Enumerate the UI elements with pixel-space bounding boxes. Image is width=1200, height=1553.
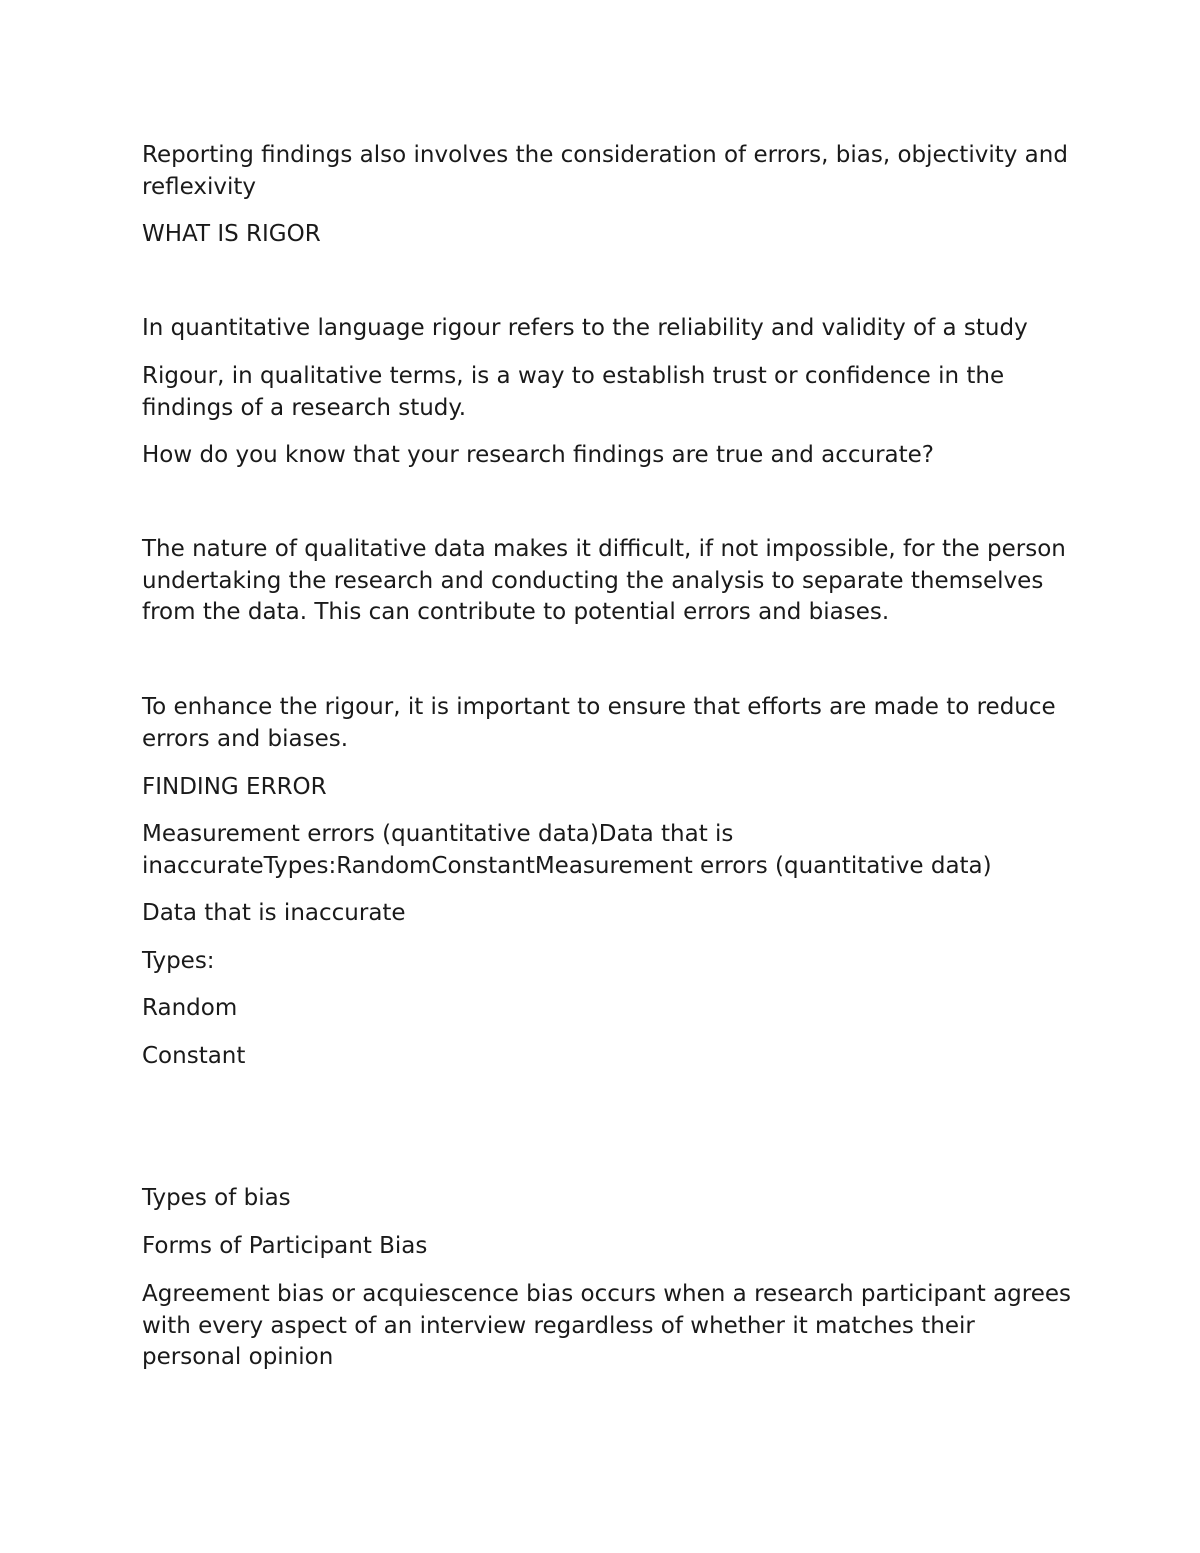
paragraph-how-do-you-know: How do you know that your research findings are true and accurate?: [142, 442, 935, 468]
paragraph-measurement-errors: Measurement errors (quantitative data)Data that is inaccurateTypes:RandomConstantMeasurement errors (quantitative data): [142, 821, 992, 879]
heading-types-of-bias: Types of bias: [142, 1185, 291, 1211]
paragraph-qualitative-rigour: Rigour, in qualitative terms, is a way to establish trust or confidence in the findings of a research study.: [142, 363, 1005, 421]
paragraph-enhance-rigour: To enhance the rigour, it is important to ensure that efforts are made to reduce errors and biases.: [142, 694, 1056, 752]
paragraph-constant: Constant: [142, 1043, 246, 1069]
paragraph-quantitative-rigour: In quantitative language rigour refers to the reliability and validity of a study: [142, 315, 1028, 341]
paragraph-reporting-findings: Reporting findings also involves the consideration of errors, bias, objectivity and reflexivity: [142, 142, 1068, 200]
paragraph-nature-of-qualitative-data: The nature of qualitative data makes it difficult, if not impossible, for the person undertaking the research and conducting the analysis to separate themselves from the data. This can contribute to potential errors and biases.: [142, 536, 1066, 625]
heading-forms-of-participant-bias: Forms of Participant Bias: [142, 1233, 428, 1259]
paragraph-agreement-bias: Agreement bias or acquiescence bias occurs when a research participant agrees with every aspect of an interview regardless of whether it matches their personal opinion: [142, 1281, 1072, 1370]
paragraph-types: Types:: [142, 948, 215, 974]
heading-what-is-rigor: WHAT IS RIGOR: [142, 221, 321, 247]
paragraph-random: Random: [142, 995, 238, 1021]
paragraph-data-inaccurate: Data that is inaccurate: [142, 900, 406, 926]
heading-finding-error: FINDING ERROR: [142, 774, 327, 800]
